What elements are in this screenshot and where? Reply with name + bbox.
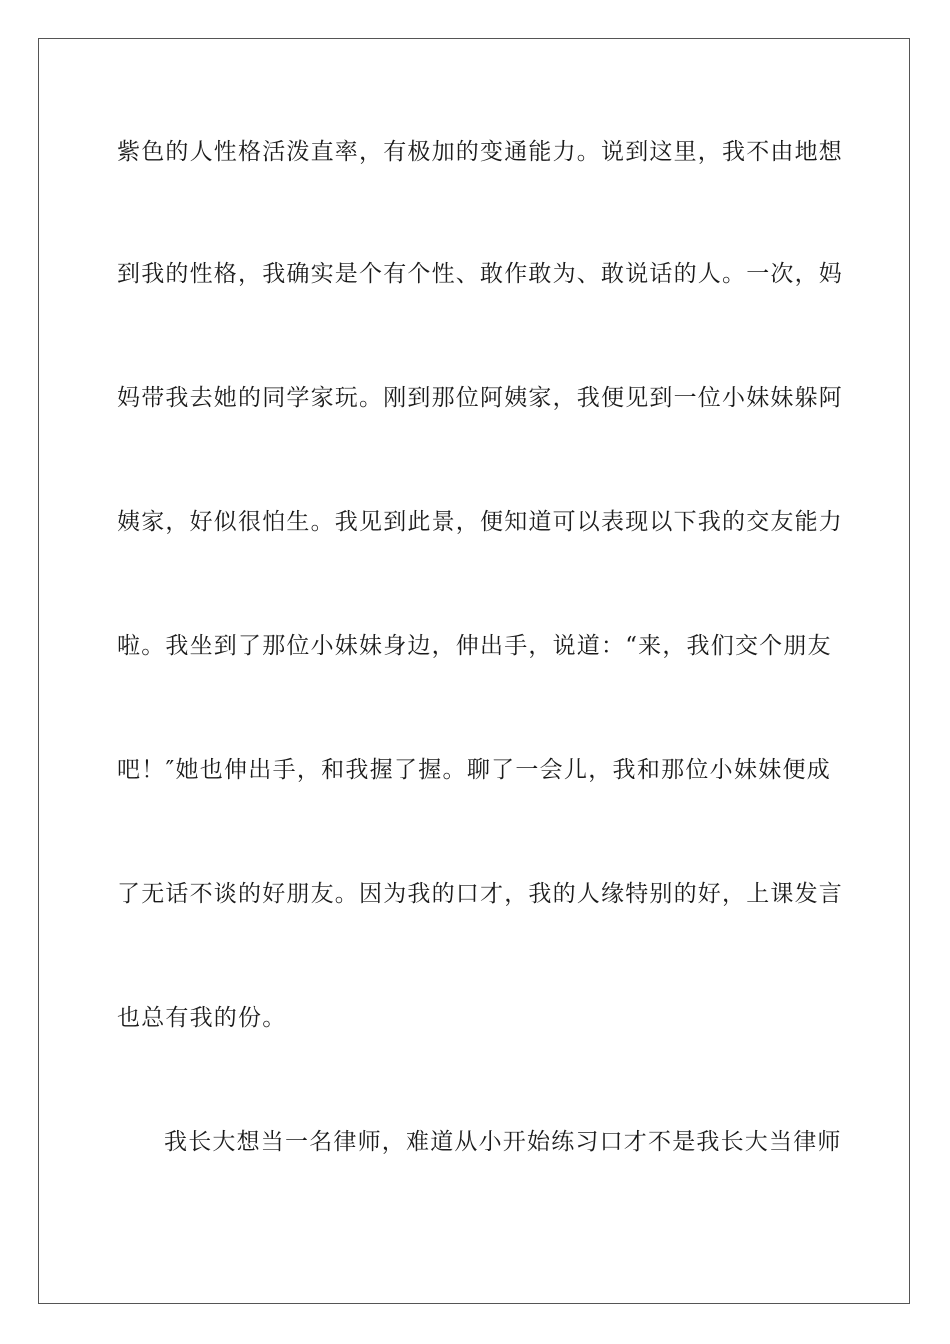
text-line: 啦。我坐到了那位小妹妹身边，伸出手，说道：“来，我们交个朋友 xyxy=(117,633,832,659)
text-line: 到我的性格，我确实是个有个性、敢作敢为、敢说话的人。一次，妈 xyxy=(117,261,843,287)
text-line: 了无话不谈的好朋友。因为我的口才，我的人缘特别的好，上课发言 xyxy=(117,881,843,907)
text-line: 也总有我的份。 xyxy=(117,1005,287,1031)
text-line: 紫色的人性格活泼直率，有极加的变通能力。说到这里，我不由地想 xyxy=(117,139,843,165)
text-line: 妈带我去她的同学家玩。刚到那位阿姨家，我便见到一位小妹妹躲阿 xyxy=(117,385,843,411)
text-line: 姨家，好似很怕生。我见到此景，便知道可以表现以下我的交友能力 xyxy=(117,509,843,535)
text-line: 吧！″她也伸出手，和我握了握。聊了一会儿，我和那位小妹妹便成 xyxy=(117,757,831,783)
page-border xyxy=(38,38,910,1304)
paragraph-first-line: 我长大想当一名律师，难道从小开始练习口才不是我长大当律师 xyxy=(164,1129,842,1155)
